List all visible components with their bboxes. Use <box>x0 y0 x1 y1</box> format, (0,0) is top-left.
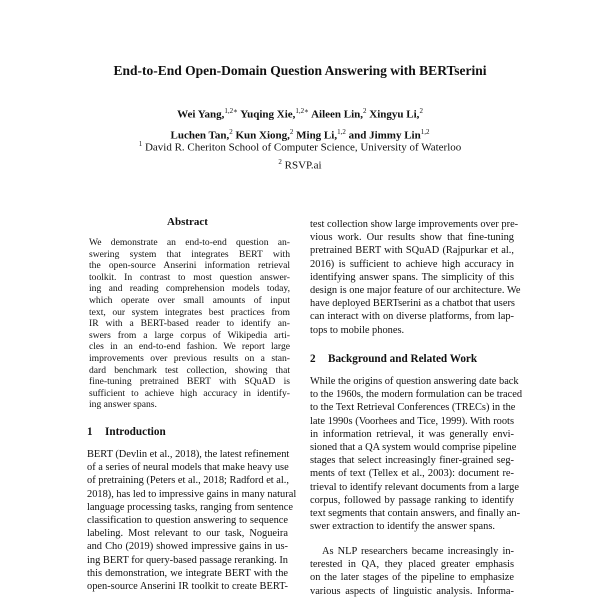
text-line: ing and reading comprehension models today, <box>89 283 290 295</box>
text-line: ing answer spans. <box>89 399 157 411</box>
author-affiliation-marker: 1,2 <box>337 127 346 136</box>
text-line: classification to question answering to sequence <box>87 515 288 527</box>
text-line: BERT (Devlin et al., 2018), the latest refinement <box>87 449 290 460</box>
text-line: trieval to identify relevant documents from a large <box>310 481 519 493</box>
author-affiliation-marker: 1,2∗ <box>224 107 238 115</box>
text-line: identifying answer spans. The simplicity of this <box>310 271 514 283</box>
text-line: have deployed BERTserini as a chatbot that users <box>310 298 515 310</box>
abstract-heading: Abstract <box>167 216 208 228</box>
author-name: Aileen Lin, <box>311 108 364 121</box>
text-line: fine-tuning pretrained BERT with SQuAD is <box>89 376 290 388</box>
text-line: swer extraction to identify the answer spans. <box>310 521 495 533</box>
text-line: this demonstration, we integrate BERT with the <box>87 567 288 579</box>
text-line: ments of text (Tellex et al., 2003): document re- <box>310 468 514 480</box>
text-line: and Cho (2019) showed impressive gains in us- <box>87 541 288 553</box>
text-line: While the origins of question answering date back <box>310 376 519 387</box>
text-line: late 1990s (Voorhees and Tice, 1999). With roots <box>310 415 514 427</box>
text-line: in information retrieval, it was generally envi- <box>310 428 514 440</box>
text-line: cles in an end-to-end fashion. We report large <box>89 341 290 353</box>
text-line: to the 1960s, the modern formulation can be traced <box>310 389 523 401</box>
abstract-body <box>87 237 292 411</box>
author-name: Luchen Tan, <box>170 129 230 142</box>
text-line: test collection show large improvements over pre- <box>310 219 519 230</box>
text-line: on the later stages of the pipeline to emphasize <box>310 572 514 584</box>
author-affiliation-marker: 2 <box>419 107 423 115</box>
text-line: 2016) is sufficient to achieve high accuracy in <box>310 258 514 270</box>
paper-title: End-to-End Open-Domain Question Answering with BERTserini <box>113 63 487 78</box>
text-line: various aspects of linguistic analysis. Informa- <box>310 585 514 597</box>
author-name: Kun Xiong, <box>235 129 290 142</box>
section-1-body <box>87 448 297 593</box>
text-line: stages that select increasingly finer-grained seg- <box>310 455 514 467</box>
text-line: dard benchmark test collection, showing that <box>89 364 290 376</box>
author-name: Jimmy Lin <box>369 129 421 142</box>
text-line: 2018), has led to impressive gains in many natural <box>87 488 297 500</box>
text-line: We demonstrate an end-to-end question an- <box>89 237 290 248</box>
intro-continuation <box>310 218 521 337</box>
author-line-1 <box>0 103 600 124</box>
text-line: open-source Anserini IR toolkit to create BERT- <box>87 581 288 593</box>
author-affiliation-marker: 2 <box>229 127 233 136</box>
author-affiliation-marker: 1,2∗ <box>295 107 309 115</box>
author-name: Ming Li, <box>296 129 338 142</box>
author-affiliation-marker: 2 <box>289 127 294 136</box>
text-line: As NLP researchers became increasingly in- <box>322 546 514 557</box>
section-2-para-2 <box>310 545 514 598</box>
text-line: pretrained BERT with SQuAD (Rajpurkar et al., <box>310 245 514 257</box>
text-line: text, our system integrates best practices from <box>89 306 290 318</box>
text-line: to the Text Retrieval Conferences (TRECs) in the <box>310 402 516 414</box>
section-2-para-1 <box>310 375 523 533</box>
author-name: and <box>348 129 367 142</box>
text-line: language processing tasks, ranging from sentence <box>87 501 294 513</box>
affiliations <box>0 137 600 172</box>
text-line: sufficient to achieve high accuracy in identify- <box>89 387 290 399</box>
author-name: Wei Yang, <box>177 108 225 121</box>
text-line: of pretraining (Peters et al., 2018; Radford et al., <box>87 475 289 487</box>
affiliation-1: $^1$ David R. Cheriton School of Computer Science, University of Waterloo <box>138 140 462 154</box>
text-line: the open-source Anserini information retrieval <box>89 260 290 272</box>
text-line: improvements over previous results on a stan- <box>89 352 290 364</box>
author-affiliation-marker: 1,2 <box>420 127 430 136</box>
author-name: Yuqing Xie, <box>240 108 296 121</box>
text-line: of a series of neural models that make heavy use <box>87 462 289 474</box>
text-line: swers from a large corpus of Wikipedia arti- <box>89 329 290 341</box>
text-line: labeling. Most relevant to our task, Nogueira <box>87 528 288 540</box>
text-line: which operate over small amounts of input <box>89 294 290 306</box>
text-line: toolkit. In contrast to most question answer- <box>89 271 290 283</box>
section-1-heading: 1 Introduction <box>87 426 166 438</box>
text-line: design is one major feature of our architecture. We <box>310 285 521 297</box>
text-line: text segments that contain answers, and finally an- <box>310 508 521 520</box>
text-line: can interact with on diverse platforms, from lap- <box>310 311 514 323</box>
text-line: terested in QA, they placed greater emphasis <box>310 559 514 571</box>
text-line: IR with a BERT-based reader to identify an- <box>89 318 290 330</box>
author-name: Xingyu Li, <box>369 108 420 121</box>
section-2-heading: 2 Background and Related Work <box>310 353 478 365</box>
text-line: sioned that a QA system would comprise pipeline <box>310 442 517 454</box>
text-line: corpus, followed by passage ranking to identify <box>310 494 514 506</box>
text-line: tops to mobile phones. <box>310 324 405 336</box>
author-affiliation-marker: 2 <box>363 107 367 115</box>
text-line: swering system that integrates BERT with <box>89 248 290 260</box>
text-line: ing BERT for query-based passage reranking. In <box>87 554 288 566</box>
affiliation-2: $^2$ RSVP.ai <box>278 157 322 172</box>
text-line: vious work. Our results show that fine-tuning <box>310 232 514 244</box>
